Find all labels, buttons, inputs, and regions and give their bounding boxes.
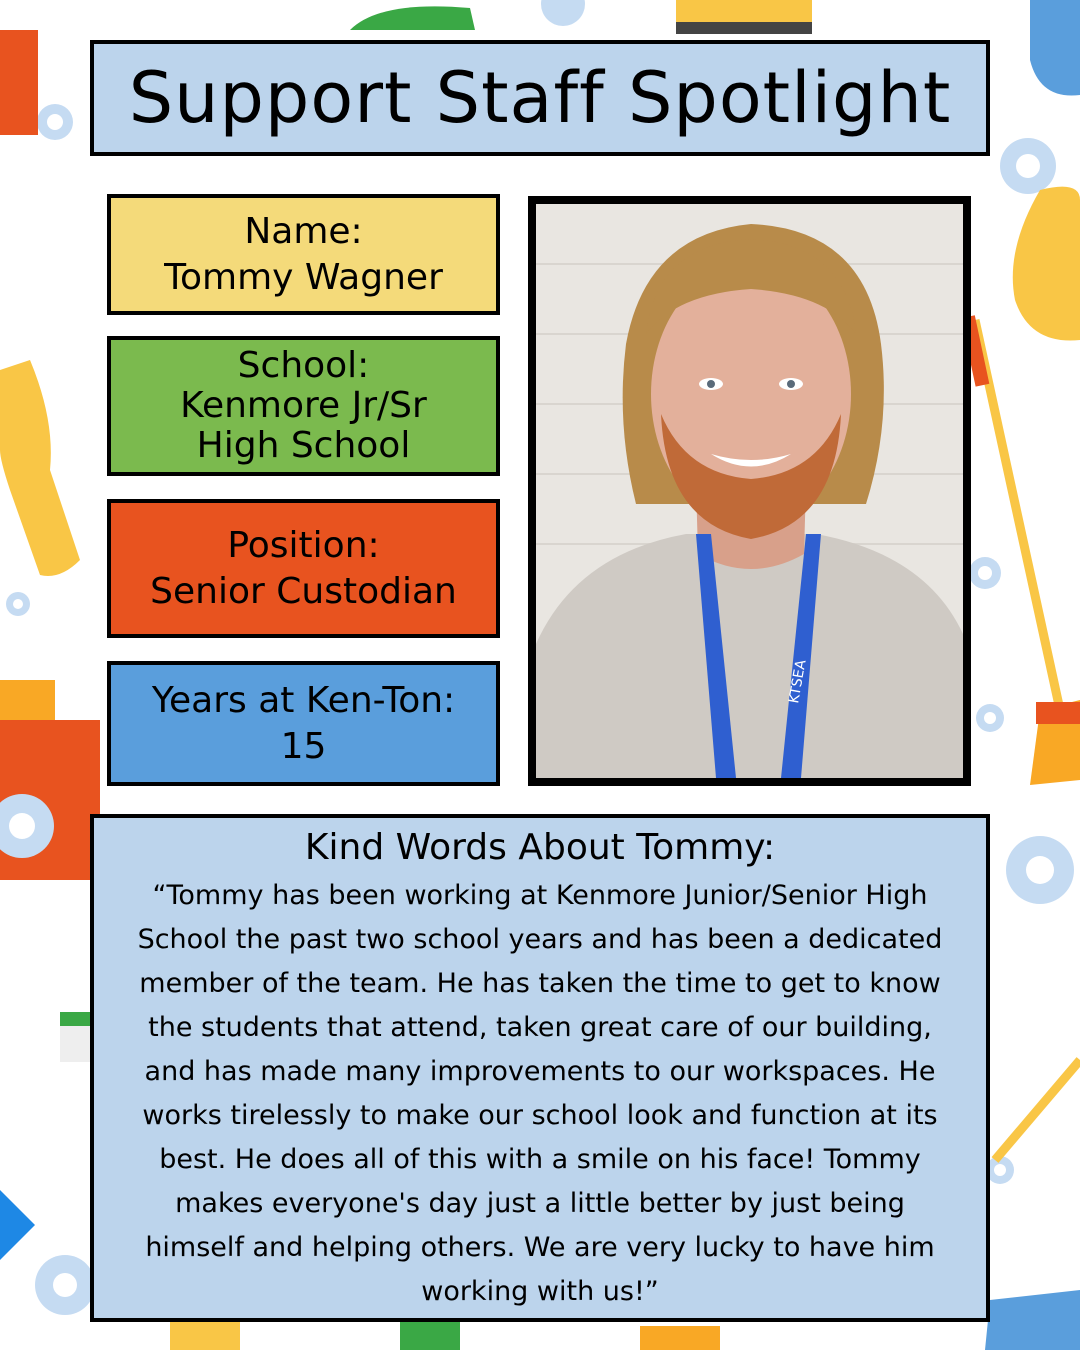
bubble-icon (541, 0, 585, 26)
lanyard-text: KTSEA (786, 658, 810, 705)
sponge-icon (170, 1322, 240, 1350)
sponge-icon (1030, 0, 1080, 96)
position-card (107, 499, 500, 638)
kind-words-quote: “Tommy has been working at Kenmore Junior/Senior High School the past two school years and has been a dedicated member of the team. He has taken the time to get to know the students that attend, taken great care of our building, and has made many improvements to our workspaces. He works tirelessly to make our school look and function at its best. He does all of this with a smile on his face! Tommy makes everyone's day just a little better by just being himself and helping others. We are very lucky to have him working with us!” (137, 880, 943, 1307)
name-label: Name: (244, 210, 363, 252)
staff-photo (528, 196, 971, 786)
sponge-icon (0, 1190, 35, 1260)
spray-bottle-icon (400, 1320, 460, 1350)
name-card (107, 194, 500, 315)
years-label: Years at Ken-Ton: (151, 679, 456, 721)
position-label: Position: (227, 524, 380, 566)
spray-bottle-icon (350, 6, 475, 30)
name-value: Tommy Wagner (164, 256, 443, 298)
kind-words-heading: Kind Words About Tommy: (304, 827, 776, 868)
school-card (107, 336, 500, 476)
cloth-icon (0, 680, 100, 880)
school-value-line2: High School (196, 425, 411, 466)
page-title: Support Staff Spotlight (128, 57, 952, 139)
sponge-icon (640, 1326, 720, 1350)
sponge-icon (676, 0, 812, 34)
position-value: Senior Custodian (150, 570, 457, 612)
bucket-icon (985, 1290, 1080, 1350)
school-value-line1: Kenmore Jr/Sr (180, 385, 427, 426)
sponge-icon (1013, 187, 1080, 341)
years-card (107, 661, 500, 786)
school-label: School: (237, 345, 370, 386)
cloth-icon (0, 30, 38, 135)
years-value: 15 (280, 725, 327, 767)
glove-icon (0, 360, 80, 576)
kind-words-box (90, 814, 990, 1322)
mop-icon (995, 1060, 1080, 1160)
portrait-illustration (536, 204, 963, 778)
title-banner (90, 40, 990, 156)
